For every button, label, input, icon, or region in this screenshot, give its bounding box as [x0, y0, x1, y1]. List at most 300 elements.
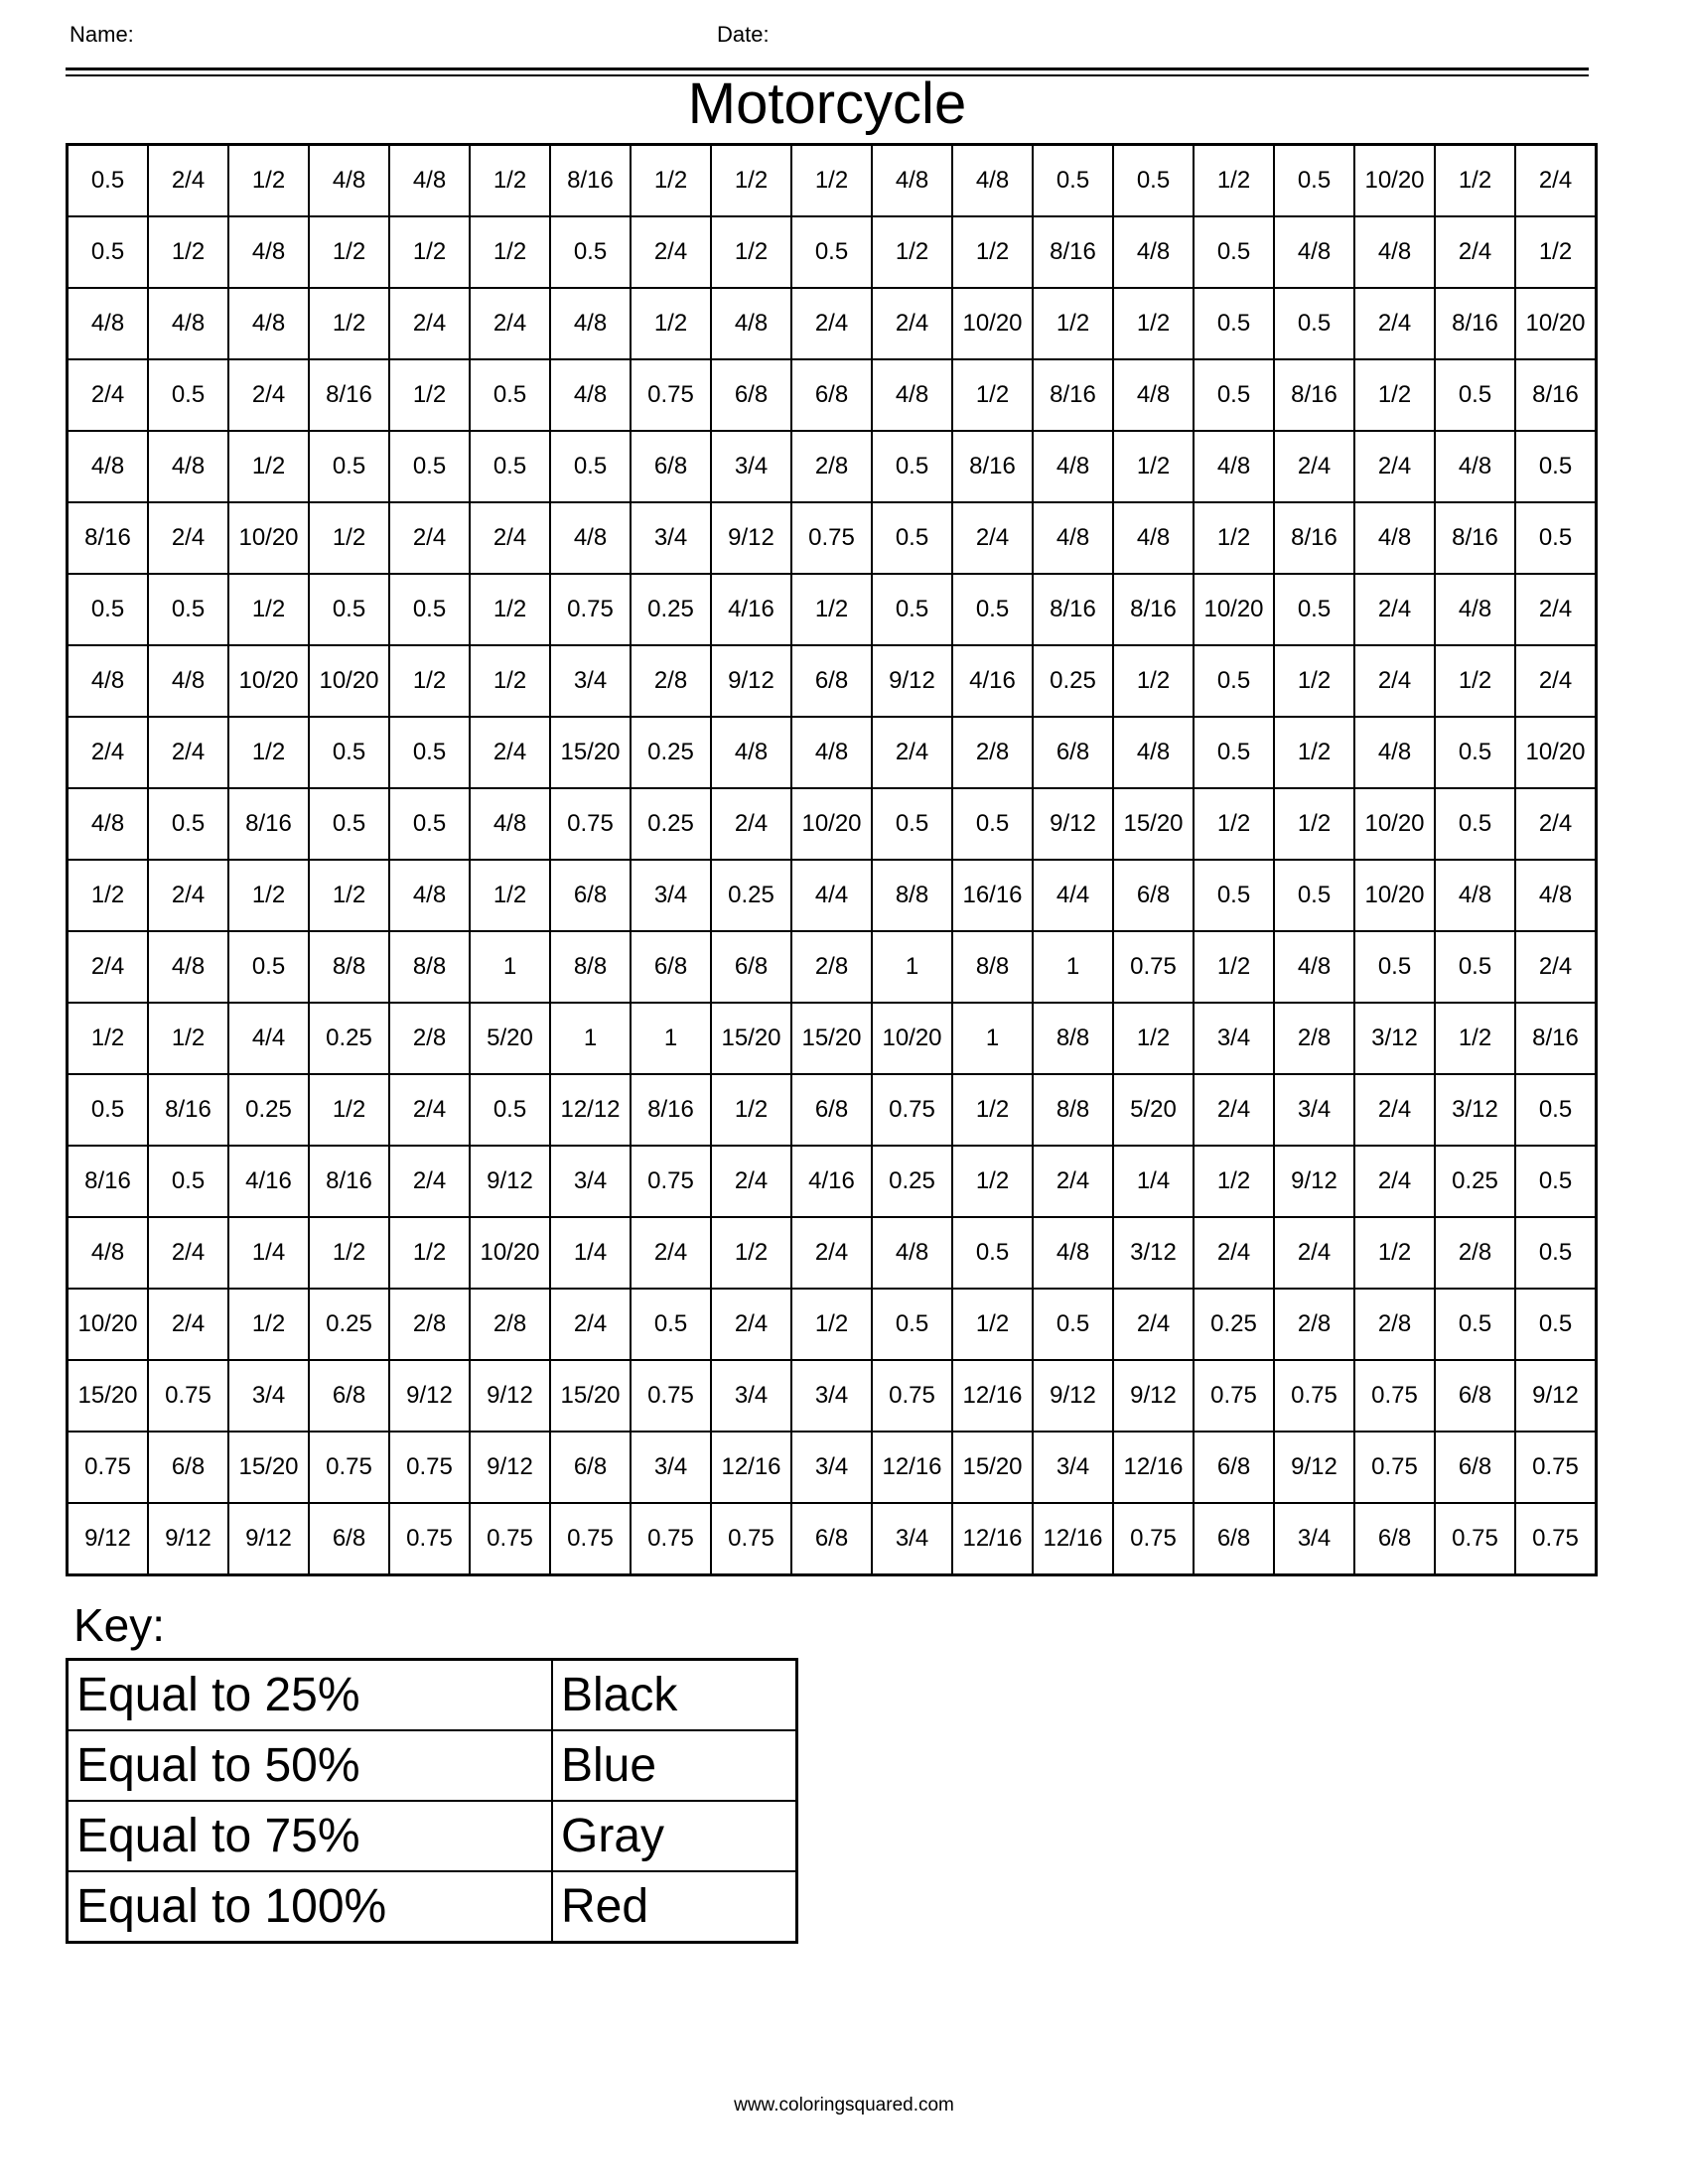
grid-cell: 0.5	[952, 574, 1033, 645]
grid-cell: 0.75	[631, 1503, 711, 1575]
grid-cell: 12/16	[1113, 1432, 1194, 1503]
grid-cell: 4/8	[1113, 502, 1194, 574]
grid-cell: 3/4	[872, 1503, 952, 1575]
grid-cell: 6/8	[791, 645, 872, 717]
grid-cell: 2/4	[791, 288, 872, 359]
grid-cell: 10/20	[1354, 788, 1435, 860]
grid-cell: 1/2	[470, 145, 550, 217]
grid-cell: 10/20	[1515, 717, 1597, 788]
grid-cell: 0.75	[68, 1432, 149, 1503]
name-label: Name:	[70, 22, 134, 47]
grid-cell: 8/16	[631, 1074, 711, 1146]
grid-cell: 0.75	[309, 1432, 389, 1503]
grid-cell: 6/8	[1033, 717, 1113, 788]
grid-cell: 8/16	[309, 1146, 389, 1217]
grid-cell: 1/2	[1194, 145, 1274, 217]
grid-cell: 12/16	[952, 1360, 1033, 1432]
grid-cell: 4/8	[1435, 431, 1515, 502]
grid-cell: 2/8	[470, 1289, 550, 1360]
grid-cell: 2/8	[791, 431, 872, 502]
grid-cell: 10/20	[470, 1217, 550, 1289]
grid-cell: 0.5	[148, 1146, 228, 1217]
grid-cell: 9/12	[389, 1360, 470, 1432]
grid-cell: 6/8	[791, 359, 872, 431]
grid-cell: 0.5	[1274, 288, 1354, 359]
grid-cell: 8/16	[1435, 502, 1515, 574]
grid-cell: 3/4	[1194, 1003, 1274, 1074]
grid-cell: 8/16	[952, 431, 1033, 502]
footer-url: www.coloringsquared.com	[734, 2095, 954, 2116]
grid-cell: 4/8	[550, 502, 631, 574]
grid-cell: 3/4	[711, 431, 791, 502]
grid-cell: 0.5	[872, 431, 952, 502]
grid-cell: 1/2	[631, 145, 711, 217]
grid-cell: 5/20	[1113, 1074, 1194, 1146]
grid-cell: 0.25	[872, 1146, 952, 1217]
key-color: Blue	[552, 1730, 797, 1801]
grid-cell: 9/12	[1274, 1432, 1354, 1503]
grid-cell: 1/2	[228, 431, 309, 502]
grid-cell: 1/2	[470, 645, 550, 717]
grid-cell: 15/20	[550, 1360, 631, 1432]
grid-cell: 0.75	[1354, 1360, 1435, 1432]
key-row	[68, 1660, 797, 1731]
grid-cell: 0.5	[550, 431, 631, 502]
grid-cell: 1/2	[68, 1003, 149, 1074]
grid-cell: 4/8	[228, 216, 309, 288]
grid-cell: 9/12	[711, 645, 791, 717]
grid-cell: 1/2	[309, 502, 389, 574]
grid-cell: 6/8	[309, 1360, 389, 1432]
grid-cell: 4/8	[68, 645, 149, 717]
grid-cell: 1/2	[470, 574, 550, 645]
grid-cell: 1/2	[1194, 931, 1274, 1003]
grid-cell: 8/16	[1435, 288, 1515, 359]
grid-cell: 0.5	[389, 574, 470, 645]
grid-cell: 0.5	[872, 502, 952, 574]
grid-cell: 4/8	[1354, 216, 1435, 288]
grid-cell: 0.5	[68, 145, 149, 217]
grid-cell: 6/8	[1194, 1432, 1274, 1503]
grid-cell: 3/12	[1113, 1217, 1194, 1289]
grid-cell: 15/20	[791, 1003, 872, 1074]
grid-cell: 1/2	[389, 645, 470, 717]
grid-cell: 9/12	[1274, 1146, 1354, 1217]
key-row	[68, 1730, 797, 1801]
grid-cell: 3/4	[550, 645, 631, 717]
key-condition: Equal to 50%	[68, 1730, 553, 1801]
grid-cell: 1/2	[1194, 502, 1274, 574]
grid-cell: 8/8	[309, 931, 389, 1003]
grid-cell: 1/2	[1435, 1003, 1515, 1074]
grid-row	[68, 574, 1597, 645]
grid-cell: 9/12	[470, 1360, 550, 1432]
grid-cell: 2/4	[791, 1217, 872, 1289]
grid-cell: 8/16	[1515, 359, 1597, 431]
grid-cell: 8/8	[872, 860, 952, 931]
grid-cell: 10/20	[1515, 288, 1597, 359]
key-condition: Equal to 25%	[68, 1660, 553, 1731]
grid-cell: 3/4	[550, 1146, 631, 1217]
grid-cell: 4/8	[309, 145, 389, 217]
grid-cell: 0.5	[309, 574, 389, 645]
grid-cell: 3/4	[631, 502, 711, 574]
grid-cell: 1/2	[470, 216, 550, 288]
grid-cell: 6/8	[711, 931, 791, 1003]
grid-cell: 0.5	[1274, 145, 1354, 217]
grid-cell: 8/16	[1274, 359, 1354, 431]
grid-cell: 0.5	[1274, 860, 1354, 931]
key-condition: Equal to 100%	[68, 1871, 553, 1943]
grid-cell: 16/16	[952, 860, 1033, 931]
grid-cell: 1/4	[228, 1217, 309, 1289]
grid-cell: 2/4	[952, 502, 1033, 574]
grid-row	[68, 1432, 1597, 1503]
grid-cell: 4/4	[228, 1003, 309, 1074]
grid-row	[68, 788, 1597, 860]
grid-cell: 2/4	[148, 860, 228, 931]
grid-cell: 4/8	[872, 359, 952, 431]
grid-cell: 0.75	[1274, 1360, 1354, 1432]
grid-cell: 1/2	[711, 216, 791, 288]
grid-cell: 2/4	[711, 1289, 791, 1360]
grid-cell: 1/2	[1113, 431, 1194, 502]
grid-row	[68, 1217, 1597, 1289]
grid-cell: 0.5	[1435, 717, 1515, 788]
grid-cell: 8/16	[68, 1146, 149, 1217]
grid-cell: 0.5	[952, 788, 1033, 860]
grid-cell: 4/8	[68, 288, 149, 359]
grid-row	[68, 860, 1597, 931]
grid-cell: 1/2	[228, 860, 309, 931]
grid-cell: 0.5	[148, 574, 228, 645]
grid-cell: 2/8	[1354, 1289, 1435, 1360]
grid-cell: 1/2	[1113, 645, 1194, 717]
grid-cell: 10/20	[228, 645, 309, 717]
key-row	[68, 1801, 797, 1871]
grid-cell: 2/4	[1354, 645, 1435, 717]
grid-cell: 2/4	[1194, 1217, 1274, 1289]
grid-cell: 0.75	[550, 574, 631, 645]
grid-cell: 1/2	[1113, 288, 1194, 359]
grid-cell: 8/16	[1033, 574, 1113, 645]
grid-cell: 8/16	[68, 502, 149, 574]
grid-cell: 8/16	[309, 359, 389, 431]
grid-cell: 12/16	[711, 1432, 791, 1503]
grid-cell: 1/2	[952, 1289, 1033, 1360]
grid-cell: 2/4	[389, 1074, 470, 1146]
grid-cell: 4/4	[791, 860, 872, 931]
grid-cell: 2/4	[631, 1217, 711, 1289]
grid-cell: 0.5	[872, 788, 952, 860]
grid-cell: 2/4	[1515, 145, 1597, 217]
grid-cell: 6/8	[711, 359, 791, 431]
grid-cell: 0.75	[1435, 1503, 1515, 1575]
grid-cell: 0.5	[952, 1217, 1033, 1289]
grid-cell: 2/4	[228, 359, 309, 431]
grid-row	[68, 1503, 1597, 1575]
grid-cell: 0.25	[711, 860, 791, 931]
grid-cell: 0.75	[1113, 1503, 1194, 1575]
grid-cell: 2/4	[148, 717, 228, 788]
grid-cell: 6/8	[550, 1432, 631, 1503]
key-table	[66, 1658, 798, 1944]
grid-cell: 2/4	[550, 1289, 631, 1360]
grid-cell: 0.5	[1354, 931, 1435, 1003]
grid-cell: 1/2	[148, 216, 228, 288]
grid-cell: 1/2	[952, 1074, 1033, 1146]
grid-cell: 0.25	[309, 1003, 389, 1074]
grid-cell: 4/8	[1435, 574, 1515, 645]
grid-cell: 1/2	[389, 216, 470, 288]
grid-cell: 2/4	[711, 788, 791, 860]
grid-cell: 2/4	[148, 1289, 228, 1360]
grid-cell: 0.5	[1515, 1217, 1597, 1289]
grid-cell: 0.75	[1354, 1432, 1435, 1503]
grid-cell: 9/12	[711, 502, 791, 574]
grid-cell: 0.25	[631, 717, 711, 788]
grid-cell: 8/16	[550, 145, 631, 217]
grid-cell: 4/8	[1515, 860, 1597, 931]
grid-cell: 0.5	[550, 216, 631, 288]
grid-row	[68, 288, 1597, 359]
grid-cell: 0.5	[1515, 502, 1597, 574]
grid-cell: 2/4	[389, 1146, 470, 1217]
grid-cell: 10/20	[1354, 860, 1435, 931]
grid-cell: 4/8	[1033, 431, 1113, 502]
grid-cell: 0.75	[872, 1360, 952, 1432]
grid-cell: 0.5	[1515, 1289, 1597, 1360]
key-color: Gray	[552, 1801, 797, 1871]
grid-cell: 1/2	[952, 1146, 1033, 1217]
grid-cell: 0.75	[631, 359, 711, 431]
grid-cell: 1/2	[1354, 359, 1435, 431]
grid-cell: 4/8	[1194, 431, 1274, 502]
grid-cell: 1/2	[1435, 145, 1515, 217]
grid-row	[68, 1360, 1597, 1432]
grid-cell: 4/8	[68, 431, 149, 502]
grid-cell: 15/20	[1113, 788, 1194, 860]
grid-cell: 9/12	[872, 645, 952, 717]
grid-cell: 12/12	[550, 1074, 631, 1146]
grid-cell: 1/2	[872, 216, 952, 288]
grid-cell: 4/8	[1274, 931, 1354, 1003]
grid-cell: 6/8	[1354, 1503, 1435, 1575]
grid-cell: 2/4	[68, 717, 149, 788]
grid-cell: 0.25	[631, 574, 711, 645]
grid-cell: 1	[470, 931, 550, 1003]
grid-cell: 0.5	[470, 431, 550, 502]
grid-cell: 10/20	[1194, 574, 1274, 645]
grid-cell: 0.25	[1435, 1146, 1515, 1217]
grid-cell: 0.25	[309, 1289, 389, 1360]
date-label: Date:	[717, 22, 770, 47]
grid-cell: 2/4	[1354, 431, 1435, 502]
grid-cell: 10/20	[952, 288, 1033, 359]
grid-cell: 6/8	[1194, 1503, 1274, 1575]
grid-cell: 4/8	[1113, 216, 1194, 288]
grid-cell: 2/8	[389, 1289, 470, 1360]
grid-cell: 0.25	[1194, 1289, 1274, 1360]
grid-cell: 10/20	[872, 1003, 952, 1074]
grid-cell: 2/4	[148, 145, 228, 217]
grid-cell: 0.5	[1194, 645, 1274, 717]
grid-cell: 8/8	[1033, 1074, 1113, 1146]
grid-cell: 1/2	[389, 1217, 470, 1289]
grid-cell: 1/2	[711, 1217, 791, 1289]
grid-cell: 0.75	[550, 1503, 631, 1575]
grid-cell: 4/4	[1033, 860, 1113, 931]
key-label: Key:	[73, 1599, 166, 1651]
grid-cell: 4/8	[470, 788, 550, 860]
grid-row	[68, 645, 1597, 717]
key-condition: Equal to 75%	[68, 1801, 553, 1871]
grid-cell: 0.5	[309, 788, 389, 860]
puzzle-grid	[66, 143, 1598, 1576]
grid-cell: 0.5	[1435, 788, 1515, 860]
grid-cell: 0.5	[1194, 717, 1274, 788]
grid-cell: 0.5	[309, 717, 389, 788]
grid-cell: 0.5	[1033, 145, 1113, 217]
grid-cell: 0.5	[470, 359, 550, 431]
grid-cell: 4/8	[550, 288, 631, 359]
grid-cell: 4/8	[711, 288, 791, 359]
grid-cell: 2/4	[1515, 788, 1597, 860]
grid-cell: 6/8	[791, 1074, 872, 1146]
grid-cell: 1/2	[1354, 1217, 1435, 1289]
grid-cell: 6/8	[631, 431, 711, 502]
grid-cell: 0.5	[389, 431, 470, 502]
grid-cell: 1/2	[228, 717, 309, 788]
key-color: Red	[552, 1871, 797, 1943]
page-title: Motorcycle	[687, 71, 967, 136]
grid-cell: 9/12	[1113, 1360, 1194, 1432]
grid-cell: 9/12	[228, 1503, 309, 1575]
grid-cell: 1/2	[309, 860, 389, 931]
grid-cell: 1/2	[1274, 788, 1354, 860]
grid-cell: 3/4	[791, 1432, 872, 1503]
grid-cell: 4/16	[791, 1146, 872, 1217]
grid-cell: 8/16	[1113, 574, 1194, 645]
grid-cell: 15/20	[68, 1360, 149, 1432]
grid-cell: 15/20	[550, 717, 631, 788]
grid-cell: 2/8	[1274, 1003, 1354, 1074]
grid-cell: 12/16	[872, 1432, 952, 1503]
grid-cell: 4/8	[148, 288, 228, 359]
grid-row	[68, 1003, 1597, 1074]
grid-cell: 8/8	[1033, 1003, 1113, 1074]
grid-cell: 0.75	[791, 502, 872, 574]
grid-cell: 0.5	[1113, 145, 1194, 217]
grid-cell: 1/2	[1274, 717, 1354, 788]
grid-cell: 0.5	[68, 1074, 149, 1146]
grid-cell: 15/20	[711, 1003, 791, 1074]
grid-cell: 5/20	[470, 1003, 550, 1074]
grid-cell: 1/2	[1113, 1003, 1194, 1074]
grid-cell: 4/8	[791, 717, 872, 788]
grid-cell: 0.75	[631, 1146, 711, 1217]
grid-cell: 0.25	[631, 788, 711, 860]
grid-cell: 4/8	[1113, 359, 1194, 431]
grid-cell: 2/4	[148, 502, 228, 574]
grid-row	[68, 1289, 1597, 1360]
grid-cell: 2/4	[1515, 931, 1597, 1003]
grid-cell: 10/20	[1354, 145, 1435, 217]
grid-cell: 6/8	[1113, 860, 1194, 931]
grid-cell: 1	[631, 1003, 711, 1074]
grid-cell: 0.5	[1274, 574, 1354, 645]
grid-cell: 1/2	[711, 1074, 791, 1146]
grid-cell: 8/8	[952, 931, 1033, 1003]
grid-cell: 1/2	[228, 145, 309, 217]
grid-cell: 1/2	[1194, 1146, 1274, 1217]
grid-cell: 0.75	[1194, 1360, 1274, 1432]
grid-cell: 4/8	[68, 788, 149, 860]
grid-cell: 10/20	[68, 1289, 149, 1360]
grid-cell: 9/12	[68, 1503, 149, 1575]
grid-cell: 4/8	[1435, 860, 1515, 931]
grid-cell: 10/20	[791, 788, 872, 860]
grid-cell: 0.5	[389, 788, 470, 860]
grid-cell: 2/4	[1354, 1074, 1435, 1146]
grid-cell: 0.75	[1515, 1503, 1597, 1575]
grid-cell: 2/8	[631, 645, 711, 717]
grid-cell: 1/2	[389, 359, 470, 431]
grid-cell: 9/12	[148, 1503, 228, 1575]
grid-cell: 0.5	[148, 359, 228, 431]
grid-cell: 3/4	[1274, 1074, 1354, 1146]
grid-cell: 4/8	[872, 145, 952, 217]
grid-cell: 1/2	[148, 1003, 228, 1074]
grid-cell: 4/8	[389, 145, 470, 217]
grid-cell: 0.75	[389, 1432, 470, 1503]
grid-cell: 0.5	[791, 216, 872, 288]
grid-cell: 2/4	[872, 717, 952, 788]
grid-cell: 1/2	[309, 1217, 389, 1289]
grid-cell: 4/8	[228, 288, 309, 359]
grid-cell: 4/8	[389, 860, 470, 931]
grid-cell: 0.5	[1194, 288, 1274, 359]
grid-cell: 12/16	[952, 1503, 1033, 1575]
grid-cell: 3/4	[1033, 1432, 1113, 1503]
grid-cell: 9/12	[470, 1432, 550, 1503]
grid-cell: 2/4	[1274, 431, 1354, 502]
grid-cell: 0.5	[872, 1289, 952, 1360]
grid-cell: 2/4	[1354, 1146, 1435, 1217]
grid-cell: 2/4	[68, 359, 149, 431]
grid-row	[68, 1074, 1597, 1146]
grid-cell: 4/8	[952, 145, 1033, 217]
grid-cell: 2/4	[148, 1217, 228, 1289]
grid-cell: 8/16	[228, 788, 309, 860]
grid-cell: 2/4	[872, 288, 952, 359]
grid-cell: 2/8	[1274, 1289, 1354, 1360]
grid-cell: 1	[1033, 931, 1113, 1003]
grid-cell: 0.5	[1194, 860, 1274, 931]
grid-cell: 2/4	[1113, 1289, 1194, 1360]
grid-cell: 9/12	[1033, 1360, 1113, 1432]
grid-cell: 8/8	[550, 931, 631, 1003]
grid-cell: 1/2	[470, 860, 550, 931]
grid-cell: 4/8	[148, 645, 228, 717]
grid-cell: 2/4	[1354, 574, 1435, 645]
grid-cell: 0.75	[470, 1503, 550, 1575]
grid-cell: 0.5	[1515, 431, 1597, 502]
grid-cell: 4/8	[1113, 717, 1194, 788]
grid-cell: 2/4	[1033, 1146, 1113, 1217]
grid-cell: 0.25	[228, 1074, 309, 1146]
grid-cell: 1/2	[711, 145, 791, 217]
